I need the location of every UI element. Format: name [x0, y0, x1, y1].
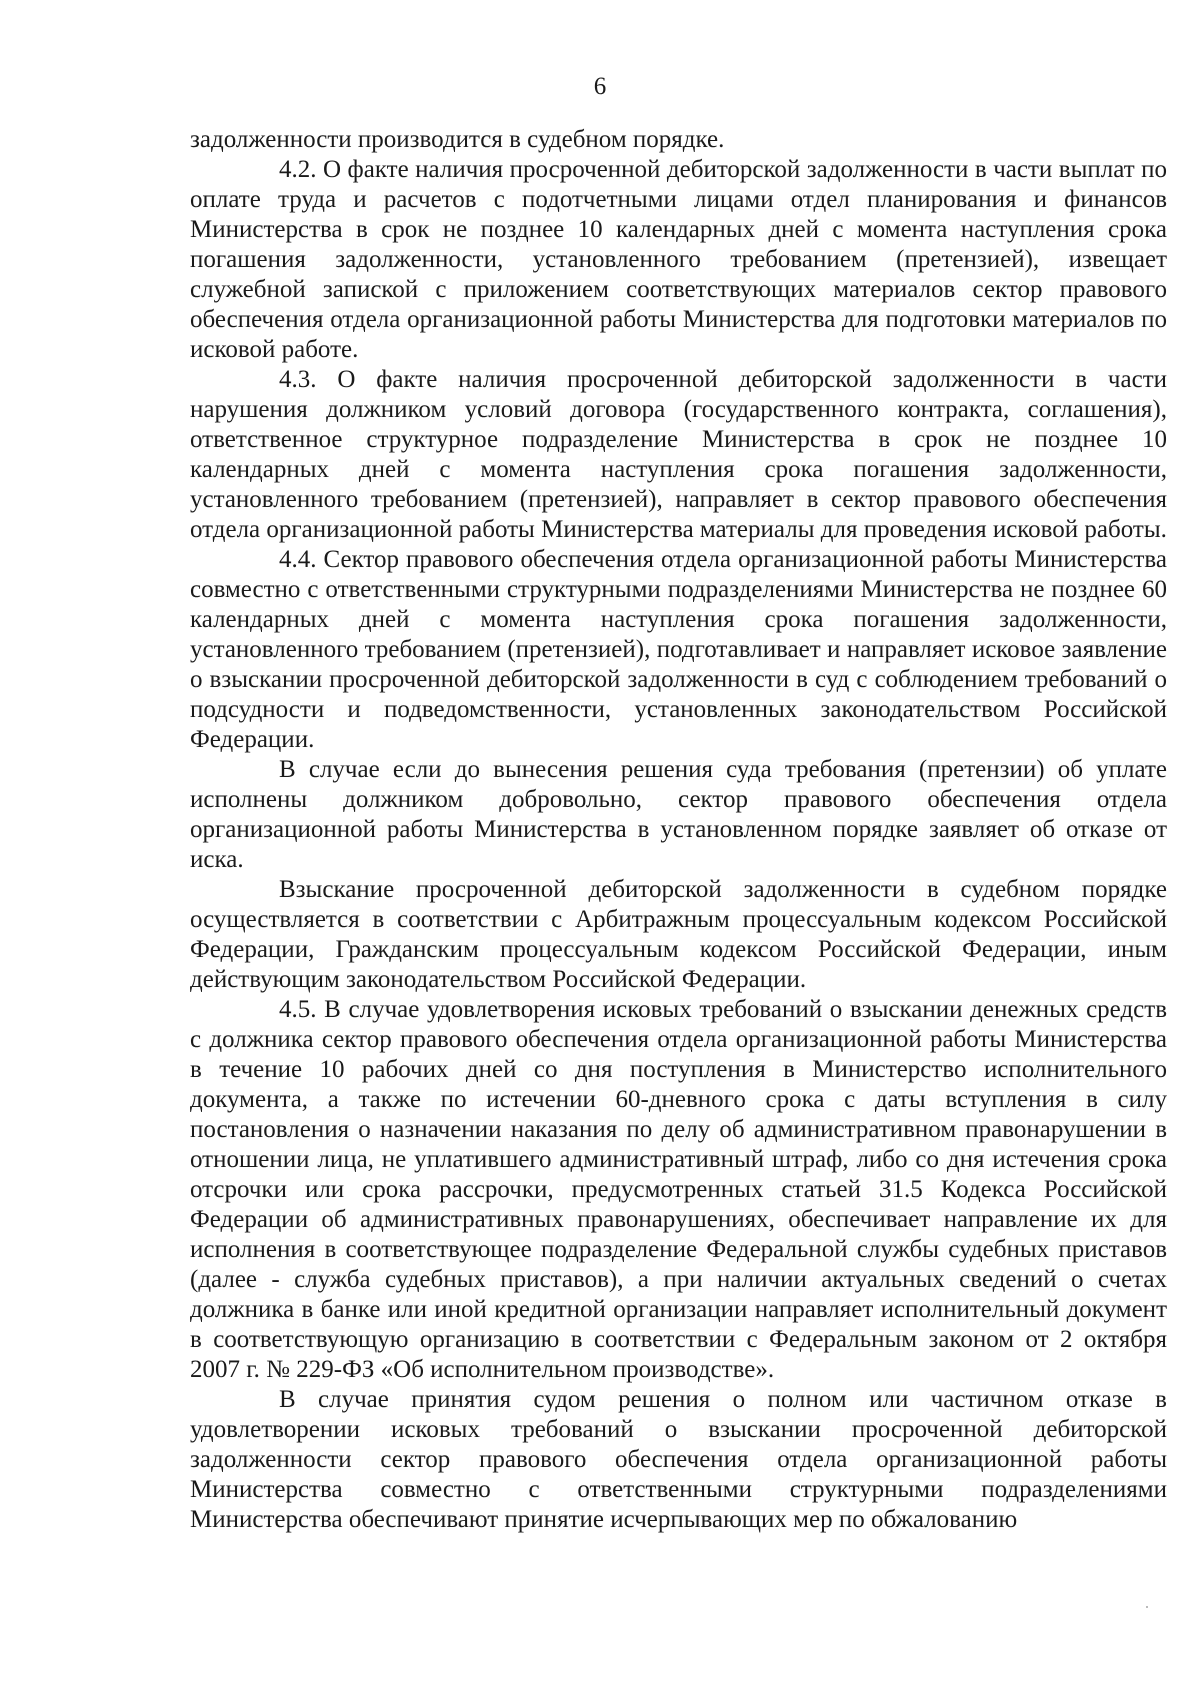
scan-artifact	[1146, 1606, 1148, 1608]
paragraph-court-recovery: Взыскание просроченной дебиторской задолженности в судебном порядке осуществляется в соответствии с Арбитражным процессуальным кодексом Российской Федерации, Гражданским процессуальным кодексом Российской Федерации, иным действующим законодательством Российской Федерации.	[190, 876, 1167, 993]
paragraph-4-2: 4.2. О факте наличия просроченной дебиторской задолженности в части выплат по оплате труда и расчетов с подотчетными лицами отдел планирования и финансов Министерства в срок не позднее 10 календарных дней с момента наступления срока погашения задолженности, установленного требованием (претензией), извещает служебной запиской с приложением соответствующих материалов сектор правового обеспечения отдела организационной работы Министерства для подготовки материалов по исковой работе.	[190, 156, 1167, 363]
paragraph-refusal-appeal: В случае принятия судом решения о полном или частичном отказе в удовлетворении исковых требований о взыскании просроченной дебиторской задолженности сектор правового обеспечения отдела организационной работы Министерства совместно с ответственными структурными подразделениями Министерства обеспечивают принятие исчерпывающих мер по обжалованию	[190, 1386, 1167, 1533]
paragraph-4-4: 4.4. Сектор правового обеспечения отдела организационной работы Министерства совместно с ответственными структурными подразделениями Министерства не позднее 60 календарных дней с момента наступления срока погашения задолженности, установленного требованием (претензией), подготавливает и направляет исковое заявление о взыскании просроченной дебиторской задолженности в суд с соблюдением требований о подсудности и подведомственности, установленных законодательством Российской Федерации.	[190, 546, 1167, 753]
document-body	[190, 125, 1167, 1535]
paragraph-voluntary-payment: В случае если до вынесения решения суда требования (претензии) об уплате исполнены должником добровольно, сектор правового обеспечения отдела организационной работы Министерства в установленном порядке заявляет об отказе от иска.	[190, 756, 1167, 873]
page-number: 6	[593, 73, 607, 100]
paragraph-continuation: задолженности производится в судебном порядке.	[190, 126, 725, 153]
paragraph-4-3: 4.3. О факте наличия просроченной дебиторской задолженности в части нарушения должником условий договора (государственного контракта, соглашения), ответственное структурное подразделение Министерства в срок не позднее 10 календарных дней с момента наступления срока погашения задолженности, установленного требованием (претензией), направляет в сектор правового обеспечения отдела организационной работы Министерства материалы для проведения исковой работы.	[190, 366, 1167, 543]
paragraph-4-5: 4.5. В случае удовлетворения исковых требований о взыскании денежных средств с должника сектор правового обеспечения отдела организационной работы Министерства в течение 10 рабочих дней со дня поступления в Министерство исполнительного документа, а также по истечении 60-дневного срока с даты вступления в силу постановления о назначении наказания по делу об административном правонарушении в отношении лица, не уплатившего административный штраф, либо со дня истечения срока отсрочки или срока рассрочки, предусмотренных статьей 31.5 Кодекса Российской Федерации об административных правонарушениях, обеспечивает направление их для исполнения в соответствующее подразделение Федеральной службы судебных приставов (далее - служба судебных приставов), а при наличии актуальных сведений о счетах должника в банке или иной кредитной организации направляет исполнительный документ в соответствующую организацию в соответствии с Федеральным законом от 2 октября 2007 г. № 229-ФЗ «Об исполнительном производстве».	[190, 996, 1167, 1383]
